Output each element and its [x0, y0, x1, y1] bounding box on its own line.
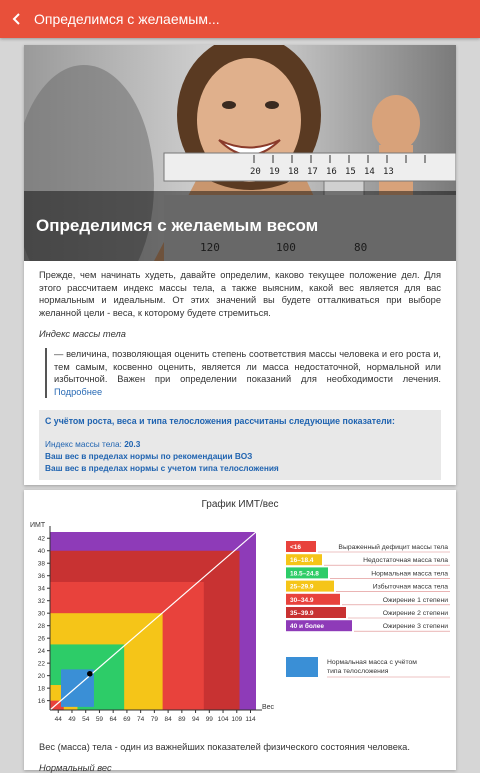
bmi-definition-text: — величина, позволяющая оценить степень соответствия массы человека и его роста и, тем самым, косвенно оценить, является ли масса недостаточной, нормальной или избыточной. Важен при определении показаний для необходимости лечения. — [54, 349, 441, 384]
svg-text:120: 120 — [200, 241, 220, 254]
hero-title-band — [24, 191, 456, 261]
user-bmi-point — [87, 671, 93, 677]
footer-subheading: Нормальный вес — [39, 763, 112, 773]
x-tick-label: 74 — [137, 716, 145, 723]
intro-paragraph: Прежде, чем начинать худеть, давайте определим, каково текущее положение дел. Для этого рассчитаем индекс массы тела, а также выясним, какой вес является для вас нормальным и идеальным. От этих значений вы будете отталкиваться при выборе желанной цели - веса, к которому будете стремиться. — [39, 270, 441, 318]
y-tick-label: 42 — [37, 535, 45, 543]
legend-range-label: 16–18.4 — [290, 557, 314, 565]
y-tick-label: 24 — [37, 648, 45, 656]
more-link[interactable]: Подробнее — [54, 386, 103, 397]
x-tick-label: 109 — [231, 716, 243, 723]
app-bar — [0, 0, 480, 38]
legend-range-label: 40 и более — [290, 623, 324, 631]
y-tick-label: 40 — [37, 548, 45, 556]
svg-text:19: 19 — [269, 167, 280, 177]
article-content — [24, 261, 456, 480]
results-heading: С учётом роста, веса и типа телосложения рассчитаны следующие показатели: — [45, 416, 395, 426]
who-norm-result: Ваш вес в пределах нормы по рекомендации ВОЗ — [45, 451, 253, 461]
x-tick-label: 114 — [245, 716, 256, 723]
bmi-subheading: Индекс массы тела — [39, 329, 126, 339]
legend-description: Выраженный дефицит массы тела — [338, 544, 448, 551]
bmi-result — [45, 439, 435, 449]
x-axis-label: Вес — [262, 704, 275, 711]
svg-text:100: 100 — [276, 241, 296, 254]
y-tick-label: 26 — [37, 635, 45, 643]
x-tick-label: 64 — [109, 716, 117, 723]
svg-text:20: 20 — [250, 167, 261, 177]
x-tick-label: 104 — [217, 716, 229, 723]
y-tick-label: 20 — [37, 673, 45, 681]
x-tick-label: 79 — [150, 716, 158, 723]
x-tick-label: 49 — [68, 716, 76, 723]
legend-range-label: 30–34.9 — [290, 596, 314, 604]
svg-text:14: 14 — [364, 167, 375, 177]
svg-text:13: 13 — [383, 167, 394, 177]
body-type-norm-result: Ваш вес в пределах нормы с учетом типа телосложения — [45, 463, 279, 473]
legend-description: Недостаточная масса тела — [363, 557, 448, 565]
y-tick-label: 28 — [37, 623, 45, 631]
app-bar-title: Определимся с желаемым... — [34, 11, 220, 27]
x-tick-label: 84 — [164, 716, 172, 723]
bmi-result-label: Индекс массы тела: — [45, 439, 125, 449]
legend-swatch-body-type — [286, 657, 318, 677]
y-axis-label: ИМТ — [30, 522, 46, 529]
article-card — [24, 45, 456, 485]
x-tick-label: 44 — [54, 716, 62, 723]
legend-description: Ожирение 3 степени — [382, 623, 448, 631]
legend-description: Ожирение 2 степени — [382, 610, 448, 617]
chart-title: График ИМТ/вес — [201, 499, 279, 510]
legend-body-type-label: Нормальная масса с учётом — [327, 659, 417, 666]
y-tick-label: 16 — [37, 698, 45, 706]
y-tick-label: 18 — [37, 685, 45, 693]
x-tick-label: 89 — [178, 716, 186, 723]
back-button[interactable] — [0, 0, 34, 38]
svg-text:16: 16 — [326, 167, 337, 177]
svg-text:80: 80 — [354, 241, 368, 254]
y-tick-label: 32 — [37, 598, 45, 606]
chart-card — [24, 490, 456, 773]
legend-range-label: 35–39.9 — [290, 610, 314, 617]
x-tick-label: 99 — [205, 716, 213, 723]
y-tick-label: 34 — [37, 585, 45, 593]
y-tick-label: 22 — [37, 660, 45, 668]
y-tick-label: 36 — [37, 573, 45, 581]
x-tick-label: 94 — [191, 716, 200, 723]
legend-range-label: 18.5–24.8 — [290, 570, 319, 578]
svg-text:17: 17 — [307, 167, 318, 177]
back-arrow-icon — [11, 13, 23, 25]
legend-body-type-label: типа телосложения — [327, 668, 389, 675]
x-tick-label: 54 — [82, 716, 90, 723]
legend-description: Избыточная масса тела — [372, 583, 448, 591]
legend-range-label: <16 — [290, 544, 302, 551]
bmi-result-value: 20.3 — [124, 439, 141, 449]
y-tick-label: 38 — [37, 560, 45, 568]
bmi-weight-chart — [24, 490, 456, 740]
legend-range-label: 25–29.9 — [290, 583, 314, 591]
legend-description: Нормальная масса тела — [371, 570, 448, 578]
legend-description: Ожирение 1 степени — [382, 596, 448, 604]
svg-text:15: 15 — [345, 167, 356, 177]
bmi-definition-quote — [45, 348, 441, 398]
footer-text: Вес (масса) тела - один из важнейших показателей физического состояния человека. — [39, 742, 410, 752]
x-tick-label: 69 — [123, 716, 131, 723]
x-tick-label: 59 — [95, 716, 104, 723]
hero-image — [24, 45, 456, 261]
hero-title: Определимся с желаемым весом — [36, 216, 319, 235]
results-box — [39, 410, 441, 480]
svg-text:18: 18 — [288, 167, 299, 177]
y-tick-label: 30 — [37, 610, 45, 618]
